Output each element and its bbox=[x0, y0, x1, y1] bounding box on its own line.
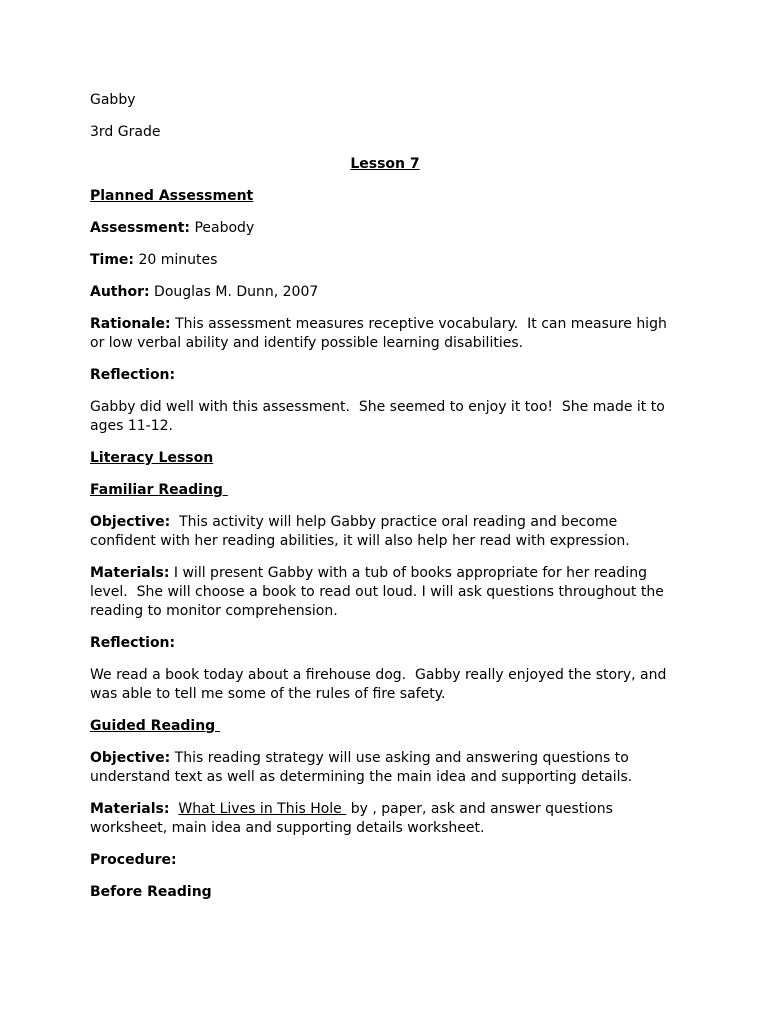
student-name: Gabby bbox=[90, 92, 136, 108]
author-line bbox=[90, 283, 680, 302]
familiar-reading-heading: Familiar Reading bbox=[90, 482, 228, 498]
time-label: Time: bbox=[90, 252, 135, 268]
document-page bbox=[90, 91, 680, 915]
familiar-reflection-label-line bbox=[90, 634, 680, 653]
planned-assessment-heading-line bbox=[90, 187, 680, 206]
procedure-label-line bbox=[90, 851, 680, 870]
guided-materials-label: Materials: bbox=[90, 801, 170, 817]
literacy-lesson-heading: Literacy Lesson bbox=[90, 450, 214, 466]
guided-book-title: What Lives in This Hole bbox=[178, 801, 347, 817]
lesson-title: Lesson 7 bbox=[350, 156, 420, 172]
familiar-reflection-label: Reflection: bbox=[90, 635, 176, 651]
planned-assessment-heading: Planned Assessment bbox=[90, 188, 254, 204]
guided-objective-paragraph bbox=[90, 749, 680, 787]
guided-materials-paragraph bbox=[90, 800, 680, 838]
rationale-text: This assessment measures receptive vocabulary. It can measure high or low verbal ability and identify possible learning disabilities. bbox=[90, 316, 672, 351]
procedure-label: Procedure: bbox=[90, 852, 177, 868]
guided-materials-text: by , paper, ask and answer questions worksheet, main idea and supporting details worksheet. bbox=[90, 801, 618, 836]
familiar-materials-text: I will present Gabby with a tub of books appropriate for her reading level. She will choose a book to read out loud. I will ask questions throughout the reading to monitor comprehension. bbox=[90, 565, 669, 619]
before-reading-label: Before Reading bbox=[90, 884, 212, 900]
assessment-reflection-text: Gabby did well with this assessment. She seemed to enjoy it too! She made it to ages 11-12. bbox=[90, 399, 670, 434]
assessment-value: Peabody bbox=[190, 220, 255, 236]
lesson-title-line bbox=[90, 155, 680, 174]
grade-level: 3rd Grade bbox=[90, 124, 161, 140]
assessment-line bbox=[90, 219, 680, 238]
literacy-lesson-heading-line bbox=[90, 449, 680, 468]
familiar-reading-heading-line bbox=[90, 481, 680, 500]
familiar-objective-label: Objective: bbox=[90, 514, 171, 530]
rationale-label: Rationale: bbox=[90, 316, 171, 332]
guided-reading-heading-line bbox=[90, 717, 680, 736]
before-reading-label-line bbox=[90, 883, 680, 902]
familiar-materials-label: Materials: bbox=[90, 565, 170, 581]
author-label: Author: bbox=[90, 284, 150, 300]
familiar-objective-paragraph bbox=[90, 513, 680, 551]
guided-reading-heading: Guided Reading bbox=[90, 718, 221, 734]
familiar-objective-text: This activity will help Gabby practice oral reading and become confident with her reading abilities, it will also help her read with expression. bbox=[90, 514, 630, 549]
familiar-reflection-text: We read a book today about a firehouse dog. Gabby really enjoyed the story, and was able to tell me some of the rules of fire safety. bbox=[90, 667, 671, 702]
familiar-materials-paragraph bbox=[90, 564, 680, 621]
assessment-label: Assessment: bbox=[90, 220, 191, 236]
time-line bbox=[90, 251, 680, 270]
assessment-reflection-label: Reflection: bbox=[90, 367, 176, 383]
guided-objective-label: Objective: bbox=[90, 750, 171, 766]
rationale-paragraph bbox=[90, 315, 680, 353]
time-value: 20 minutes bbox=[134, 252, 218, 268]
assessment-reflection-label-line bbox=[90, 366, 680, 385]
guided-objective-text: This reading strategy will use asking and answering questions to understand text as well as determining the main idea and supporting details. bbox=[90, 750, 634, 785]
author-value: Douglas M. Dunn, 2007 bbox=[149, 284, 319, 300]
